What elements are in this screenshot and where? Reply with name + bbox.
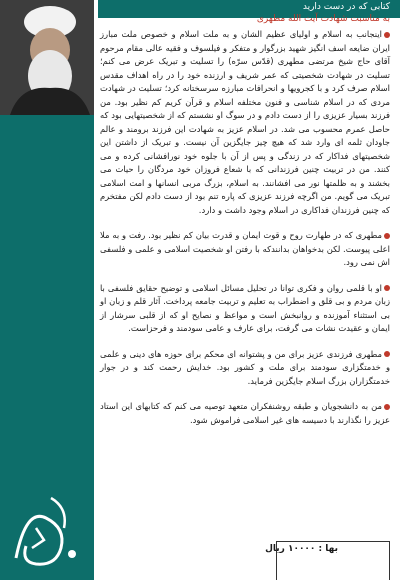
header-subtitle xyxy=(98,0,394,12)
header-subtitle-line1: کتابی که در دست دارید xyxy=(302,2,390,12)
bullet-icon xyxy=(384,32,390,38)
bullet-icon xyxy=(384,285,390,291)
section-5 xyxy=(98,400,394,427)
section-4 xyxy=(98,348,394,389)
portrait-photo xyxy=(0,0,94,115)
bullet-icon xyxy=(384,404,390,410)
section-2 xyxy=(98,229,394,270)
calligraphy-emblem-icon xyxy=(6,488,86,574)
statement-body xyxy=(98,0,394,580)
section-5-text: من به دانشجویان و طبقه روشنفکران متعهد توصیه می کنم که کتابهای این استاد عزیز را نگذارند با دسیسه های غیر اسلامی فراموش شود. xyxy=(100,401,390,425)
bullet-icon xyxy=(384,351,390,357)
footer xyxy=(98,542,398,580)
header-subtitle-2 xyxy=(98,12,394,24)
section-1 xyxy=(98,28,394,217)
price-label: بها : ۱۰۰۰۰ ریال xyxy=(265,544,338,554)
section-4-text: مطهری فرزندی عزیز برای من و پشتوانه ای محکم برای حوزه های دینی و علمی و خدمتگزاری سودمند برای ملت و کشور بود. خدایش رحمت کند و در جوار خدمتگزاران بزرگ اسلام جایگزین فرماید. xyxy=(100,348,390,386)
bullet-icon xyxy=(384,233,390,239)
section-1-text: اینجانب به اسلام و اولیای عظیم الشان و به ملت اسلام و خصوص ملت مبارز ایران ضایعه اسف انگیز شهید بزرگوار و متفکر و فیلسوف و فقیه عالی مقام مرحوم آقای حاج شیخ مرتضی مطهری (قدّس سرّه) را تسلیت و تبریک عرض می کنم؛ تسلیت در شهادت شخصیتی که عمر شریف و ارزنده خود را در راه اهداف مقدس اسلام صرف کرد و با کجرویها و انحرافات مبارزه سرسختانه کرد؛ تسلیت در شهادت مردی که در اسلام شناسی و فنون مختلفه اسلام و قرآن کریم کم نظیر بود. من فرزند بسیار عزیزی را از دست دادم و در سوگ او نشستم که از شخصیتهایی بود که حاصل عمرم محسوب می شد. در اسلام عزیز به شهادت این فرزند برومند و عالم جاودان ثلمه ای وارد شد که هیچ چیز جایگزین آن نیست. و تبریک از داشتن این شخصیتهای فداکار که در زندگی و پس از آن با جلوه خود نورافشانی کرده و می کنند. من در تربیت چنین فرزندانی که با شعاع فروزان خود مردگان را حیات می بخشند و به ظلمتها نور می افشانند. به اسلام، بزرگ مربی انسانها و امت اسلامی تبریک می گویم. من اگرچه فرزند عزیزی که پاره تنم بود از دست دادم لکن مفتخرم که چنین فرزندان فداکاری در اسلام وجود داشت و دارد. xyxy=(100,29,390,215)
section-3-text: او با قلمی روان و فکری توانا در تحلیل مسائل اسلامی و توضیح حقایق فلسفی با زبان مردم و بی قلق و اضطراب به تعلیم و تربیت جامعه پرداخت. آثار قلم و زبان او بی استثناء آموزنده و روانبخش است و مواعظ و نصایح او که از قلبی سرشار از ایمان و عقیدت نشات می گرفت، برای عارف و عامی سودمند و فرحزاست. xyxy=(100,282,390,333)
section-2-text: مطهری که در طهارت روح و قوت ایمان و قدرت بیان کم نظیر بود. رفت و به ملا اعلی پیوست. لکن بدخواهان بدانندکه با رفتن او شخصیت اسلامی و علمی و فلسفی اش نمی رود. xyxy=(100,230,390,267)
header-subtitle-line2: به مناسبت شهادت آیت الله مطهری xyxy=(256,14,390,24)
barcode-box xyxy=(276,541,390,580)
section-3 xyxy=(98,282,394,336)
